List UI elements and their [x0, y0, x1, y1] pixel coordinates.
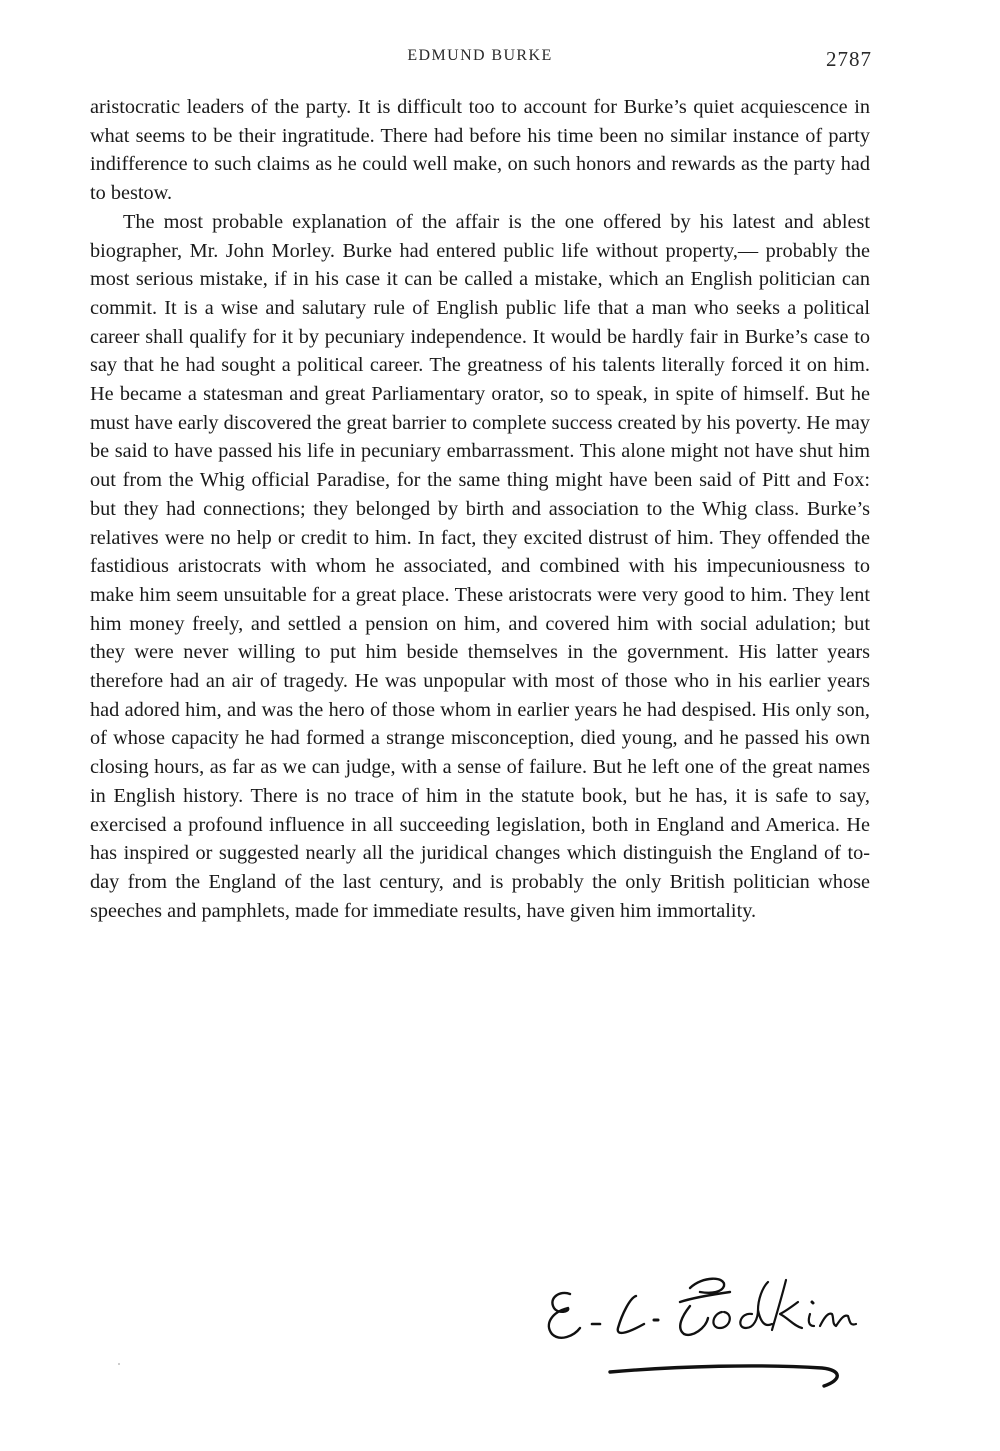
- running-title: EDMUND BURKE: [407, 47, 553, 64]
- signature-image: [540, 1262, 890, 1402]
- paper-speck: [118, 1363, 120, 1365]
- paragraph-continued: aristocratic leaders of the party. It is difficult too to account for Burke’s quiet acquiescence in what seems to be their ingratitude. There had before his time been no similar instance of party indifference to such claims as he could well make, on such honors and rewards as the party had to bestow.: [90, 96, 870, 205]
- author-signature: [540, 1262, 890, 1402]
- running-head: [88, 47, 872, 77]
- paragraph: The most probable explanation of the affair is the one offered by his latest and ablest biographer, Mr. John Morley. Burke had entered public life without property,— probably the most serious mistake, if in his case it can be called a mistake, which an English politician can commit. It is a wise and salutary rule of English public life that a man who seeks a political career shall qualify for it by pecuniary independence. It would be hardly fair in Burke’s case to say that he had sought a political career. The greatness of his talents literally forced it on him. He became a statesman and great Parliamentary orator, so to speak, in spite of himself. But he must have early discovered the great barrier to complete success created by his poverty. He may be said to have passed his life in pecuniary embarrassment. This alone might not have shut him out from the Whig official Paradise, for the same thing might have been said of Pitt and Fox: but they had connections; they belonged by birth and association to the Whig class. Burke’s relatives were no help or credit to him. In fact, they excited distrust of him. They offended the fastidious aristocrats with whom he associated, and combined with his impecuniousness to make him seem unsuitable for a great place. These aristocrats were very good to him. They lent him money freely, and settled a pension on him, and covered him with social adulation; but they were never willing to put him beside themselves in the government. His latter years therefore had an air of tragedy. He was unpopular with most of those who in his earlier years had adored him, and was the hero of those whom in earlier years he had despised. His only son, of whose capacity he had formed a strange misconception, died young, and he passed his own closing hours, as far as we can judge, with a sense of failure. But he left one of the great names in English history. There is no trace of him in the statute book, but he has, it is safe to say, exercised a profound influence in all succeeding legislation, both in England and America. He has inspired or suggested nearly all the juridical changes which distinguish the England of to-day from the England of the last century, and is probably the only British politician whose speeches and pamphlets, made for immediate results, have given him immortality.: [90, 210, 870, 922]
- body-text: [90, 93, 870, 925]
- page-number: 2787: [826, 47, 872, 71]
